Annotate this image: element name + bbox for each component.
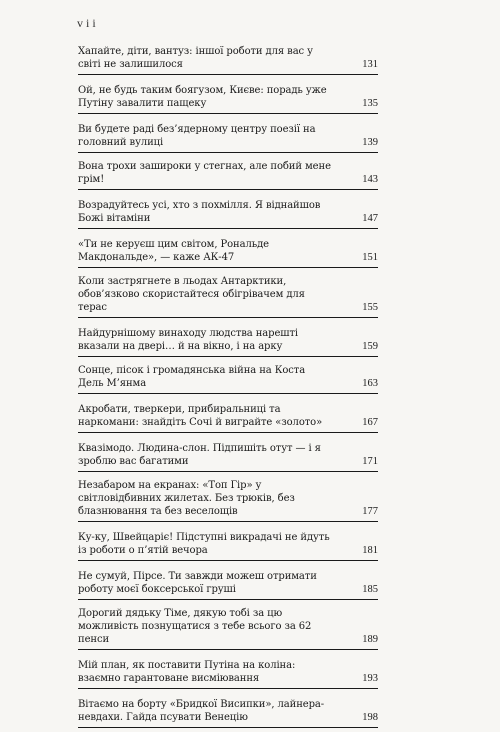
toc-entry xyxy=(78,194,378,229)
toc-entry-page: 151 xyxy=(362,252,378,263)
toc-entry-page: 159 xyxy=(362,341,378,352)
toc-entry-title: Акробати, тверкери, прибиральниці та наркомани: знайдіть Сочі й виграйте «золото» xyxy=(78,404,323,428)
toc-entry-title: Ой, не будь таким боягузом, Києве: порадь уже Путіну завалити пащеку xyxy=(78,85,327,109)
toc-entry-title: Не сумуй, Пірсе. Ти завжди можеш отримати роботу моєї боксерської груші xyxy=(78,571,317,595)
toc-entry xyxy=(78,361,378,394)
toc-entry-page: 147 xyxy=(362,213,378,224)
toc-entry xyxy=(78,565,378,600)
toc-entry-title: Незабаром на екранах: «Топ Гір» у світловідбивних жилетах. Без трюків, без блазнювання та без веселощів xyxy=(78,480,295,517)
toc-entry-title: Ку-ку, Швейцаріє! Підступні викрадачі не йдуть із роботи о п’ятій вечора xyxy=(78,532,330,556)
toc-entry xyxy=(78,157,378,190)
toc-entry-title: Ви будете раді без’ядерному центру поезії на головний вулиці xyxy=(78,124,316,148)
toc-entry xyxy=(78,79,378,114)
toc-entry-page: 167 xyxy=(362,417,378,428)
toc-entry-page: 189 xyxy=(362,634,378,645)
toc-entry-title: Вона трохи зашироки у стегнах, але побий мене грім! xyxy=(78,161,331,185)
toc-entry xyxy=(78,272,378,318)
toc-entry-title: Квазімодо. Людина-слон. Підпишіть отут — і я зроблю вас багатими xyxy=(78,443,321,467)
toc-entry-title: Найдурнішому винаходу людства нарешті вказали на двері… й на вікно, і на арку xyxy=(78,328,299,352)
toc-entry xyxy=(78,654,378,689)
toc-entry-page: 139 xyxy=(362,137,378,148)
toc-entry xyxy=(78,233,378,268)
toc-entry xyxy=(78,118,378,153)
toc-entry xyxy=(78,693,378,728)
toc-entry-title: Коли застрягнете в льодах Антарктики, обов’язково скористайтеся обігрівачем для терас xyxy=(78,276,305,313)
toc-entry-title: Дорогий дядьку Тіме, дякую тобі за цю можливість познущатися з тебе всього за 62 пенси xyxy=(78,608,312,645)
toc-entry xyxy=(78,437,378,472)
toc-entry-page: 143 xyxy=(362,174,378,185)
toc-entry-title: Вітаємо на борту «Бридкої Висипки», лайнера-невдахи. Гайда псувати Венецію xyxy=(78,699,325,723)
table-of-contents xyxy=(78,40,378,732)
toc-entry xyxy=(78,398,378,433)
toc-entry-page: 131 xyxy=(362,59,378,70)
toc-entry xyxy=(78,476,378,522)
toc-entry-page: 193 xyxy=(362,673,378,684)
toc-entry-page: 135 xyxy=(362,98,378,109)
toc-entry-page: 163 xyxy=(362,378,378,389)
toc-entry xyxy=(78,604,378,650)
toc-entry-page: 171 xyxy=(362,456,378,467)
toc-entry xyxy=(78,40,378,75)
toc-entry-title: Сонце, пісок і громадянська війна на Коста Дель М’янма xyxy=(78,365,306,389)
toc-entry-title: Возрадуйтесь усі, хто з похмілля. Я віднайшов Божі вітаміни xyxy=(78,200,321,224)
toc-entry xyxy=(78,322,378,357)
toc-entry-page: 177 xyxy=(362,506,378,517)
toc-entry-page: 181 xyxy=(362,545,378,556)
toc-entry xyxy=(78,526,378,561)
toc-entry-page: 155 xyxy=(362,302,378,313)
toc-entry-page: 185 xyxy=(362,584,378,595)
toc-entry-title: «Ти не керуєш цим світом, Рональде Макдональде», — каже АК-47 xyxy=(78,239,269,263)
toc-entry-title: Хапайте, діти, вантуз: іншої роботи для вас у світі не залишилося xyxy=(78,46,313,70)
page-number: vii xyxy=(77,16,99,30)
toc-entry-page: 198 xyxy=(362,712,378,723)
toc-entry-title: Мій план, як поставити Путіна на коліна: взаємно гарантоване висміювання xyxy=(78,660,296,684)
